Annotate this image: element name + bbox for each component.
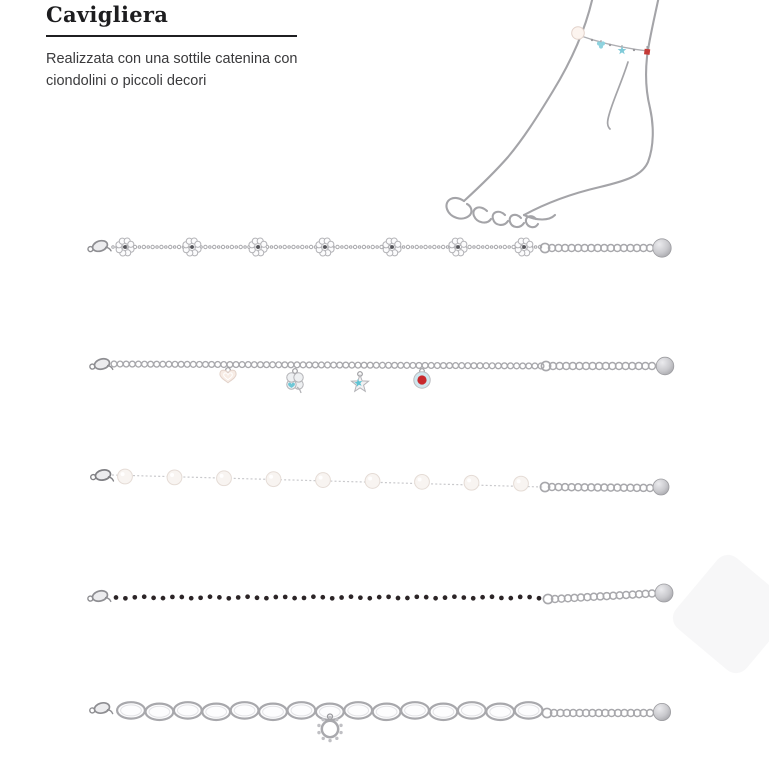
header xyxy=(46,2,316,92)
product-photo-oval-disc-anklet xyxy=(89,701,671,742)
product-photo-charm-anklet xyxy=(89,357,674,393)
page-title: Cavigliera xyxy=(46,2,169,27)
description-line: ciondolini o piccoli decori xyxy=(46,73,207,89)
background-shadow xyxy=(667,549,769,679)
product-photo-white-bead-anklet xyxy=(90,468,669,495)
description-line: Realizzata con una sottile catenina con xyxy=(46,51,298,67)
product-photo-daisy-chain-anklet xyxy=(87,238,672,258)
title-rule xyxy=(46,35,297,37)
ankle-illustration xyxy=(446,0,659,227)
product-photo-black-bead-anklet xyxy=(87,584,673,607)
page-description xyxy=(46,48,316,92)
